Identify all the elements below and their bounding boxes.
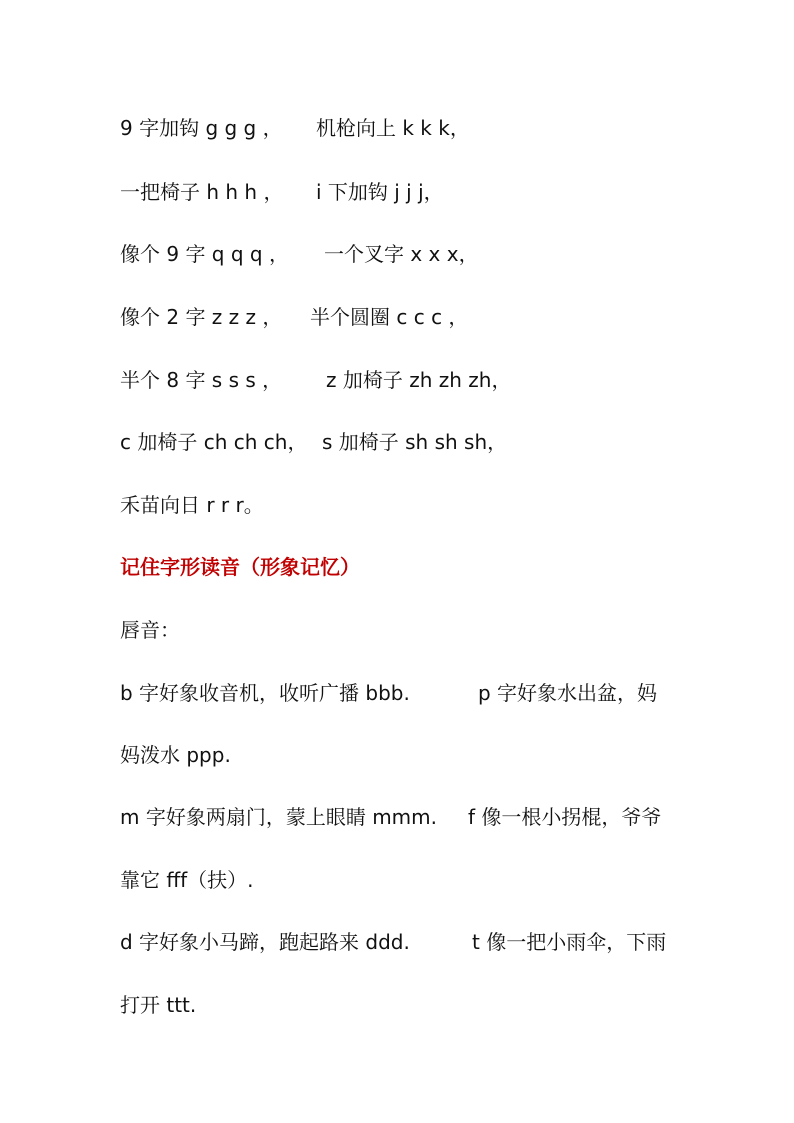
paragraph-1-line-1-left: b 字好象收音机，收听广播 bbb.	[120, 681, 410, 705]
section-heading: 记住字形读音（形象记忆）	[120, 555, 360, 579]
mnemonic-line-7: 禾苗向日 r r r。	[120, 493, 264, 517]
mnemonic-line-1-left: 9 字加钩 g g g ，	[120, 116, 283, 140]
mnemonic-line-4-right: 半个圆圈 c c c ，	[310, 305, 469, 329]
mnemonic-line-1-right: 机枪向上 k k k，	[316, 116, 470, 140]
paragraph-2-line-2: 靠它 fff（扶）.	[120, 868, 254, 892]
section-subheading: 唇音：	[120, 618, 180, 642]
mnemonic-line-5-right: z 加椅子 zh zh zh，	[326, 368, 512, 392]
paragraph-2-line-1-left: m 字好象两扇门，蒙上眼睛 mmm.	[120, 805, 438, 829]
paragraph-3-line-1-left: d 字好象小马蹄，跑起路来 ddd.	[120, 930, 410, 954]
paragraph-3-line-2: 打开 ttt.	[120, 993, 197, 1017]
mnemonic-line-2-right: i 下加钩 j j j，	[316, 180, 444, 204]
mnemonic-line-6-right: s 加椅子 sh sh sh，	[322, 430, 508, 454]
mnemonic-line-4-left: 像个 2 字 z z z ，	[120, 305, 283, 329]
paragraph-1-line-1-right: p 字好象水出盆，妈	[478, 681, 658, 705]
paragraph-3-line-1-right: t 像一把小雨伞，下雨	[472, 930, 667, 954]
mnemonic-line-2-left: 一把椅子 h h h ，	[120, 180, 284, 204]
paragraph-1-line-2: 妈泼水 ppp.	[120, 743, 231, 767]
mnemonic-line-5-left: 半个 8 字 s s s ，	[120, 368, 283, 392]
paragraph-2-line-1-right: f 像一根小拐棍，爷爷	[468, 805, 662, 829]
mnemonic-line-3-left: 像个 9 字 q q q ，	[120, 242, 289, 266]
mnemonic-line-6-left: c 加椅子 ch ch ch，	[120, 430, 308, 454]
mnemonic-line-3-right: 一个叉字 x x x，	[324, 242, 479, 266]
